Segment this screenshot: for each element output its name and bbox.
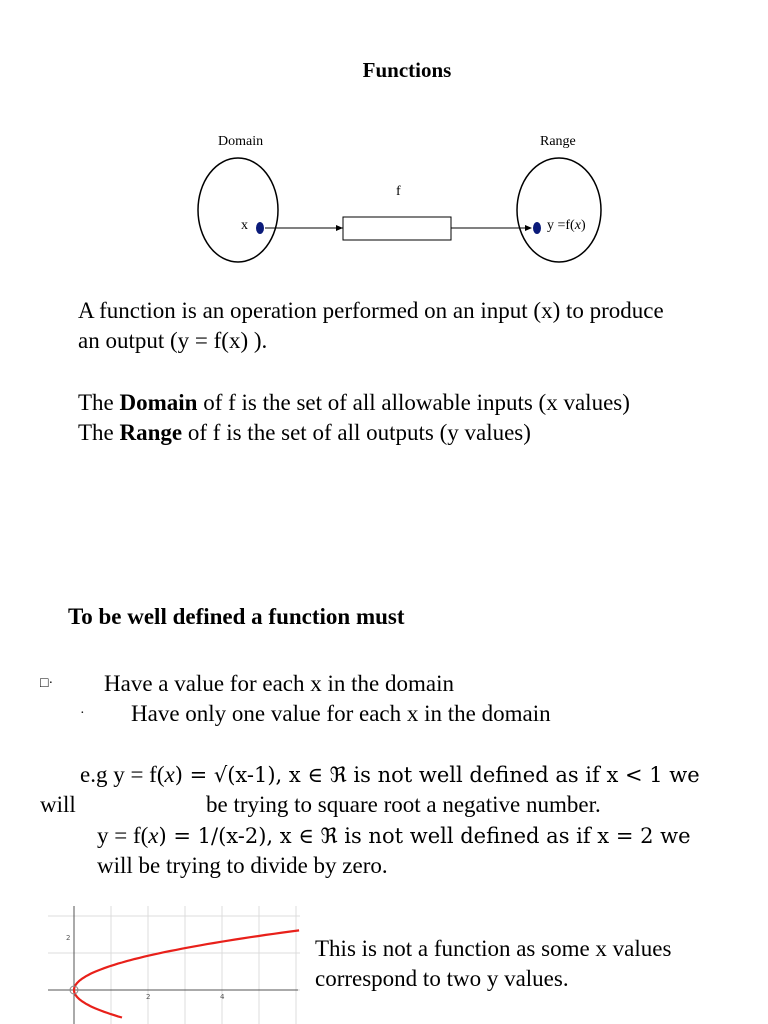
y-tick-label: 2	[66, 934, 71, 942]
range-label: Range	[540, 134, 576, 149]
example-2-line-1: y = f(x) = 1/(x-2), x ∈ ℜ is not well defined as if x = 2 we	[97, 823, 691, 848]
graph-caption-line-1: This is not a function as some x values	[315, 936, 672, 961]
section-heading: To be well defined a function must	[68, 604, 405, 629]
parabola-graph	[48, 906, 300, 1024]
intro-line-2: an output (y = f(x) ).	[78, 328, 268, 353]
function-box	[343, 217, 451, 240]
graph-caption-line-2: correspond to two y values.	[315, 966, 569, 991]
bullet-item-2: Have only one value for each x in the domain	[131, 701, 551, 726]
example-1-will: will	[40, 792, 76, 817]
bullet-marker-1: □·	[40, 676, 54, 691]
x-tick-label-2: 2	[146, 993, 151, 1001]
bullet-item-1: Have a value for each x in the domain	[104, 671, 454, 696]
output-dot	[533, 222, 541, 234]
example-1-line-1: e.g y = f(x) = √(x-1), x ∈ ℜ is not well defined as if x < 1 we	[80, 762, 700, 787]
x-label: x	[241, 218, 248, 233]
domain-ellipse	[198, 158, 278, 262]
page-title: Functions	[362, 58, 452, 82]
x-tick-label-4: 4	[220, 993, 225, 1001]
function-f-label: f	[396, 184, 401, 199]
parabola-curve	[74, 930, 299, 1017]
input-dot	[256, 222, 264, 234]
bullet-marker-2: ·	[80, 706, 85, 721]
range-definition: The Range of f is the set of all outputs (y values)	[78, 420, 531, 445]
output-arrowhead	[525, 225, 532, 231]
domain-definition: The Domain of f is the set of all allowable inputs (x values)	[78, 390, 630, 415]
graph-grid	[48, 906, 300, 1024]
example-2-line-2: will be trying to divide by zero.	[97, 853, 388, 878]
range-ellipse	[517, 158, 601, 262]
y-equals-fx-label: y =f(x)	[547, 218, 586, 233]
intro-line-1: A function is an operation performed on an input (x) to produce	[78, 298, 664, 323]
function-mapping-diagram	[190, 150, 610, 270]
domain-label: Domain	[218, 134, 264, 149]
input-arrowhead	[336, 225, 343, 231]
example-1-line-2: be trying to square root a negative number.	[206, 792, 601, 817]
